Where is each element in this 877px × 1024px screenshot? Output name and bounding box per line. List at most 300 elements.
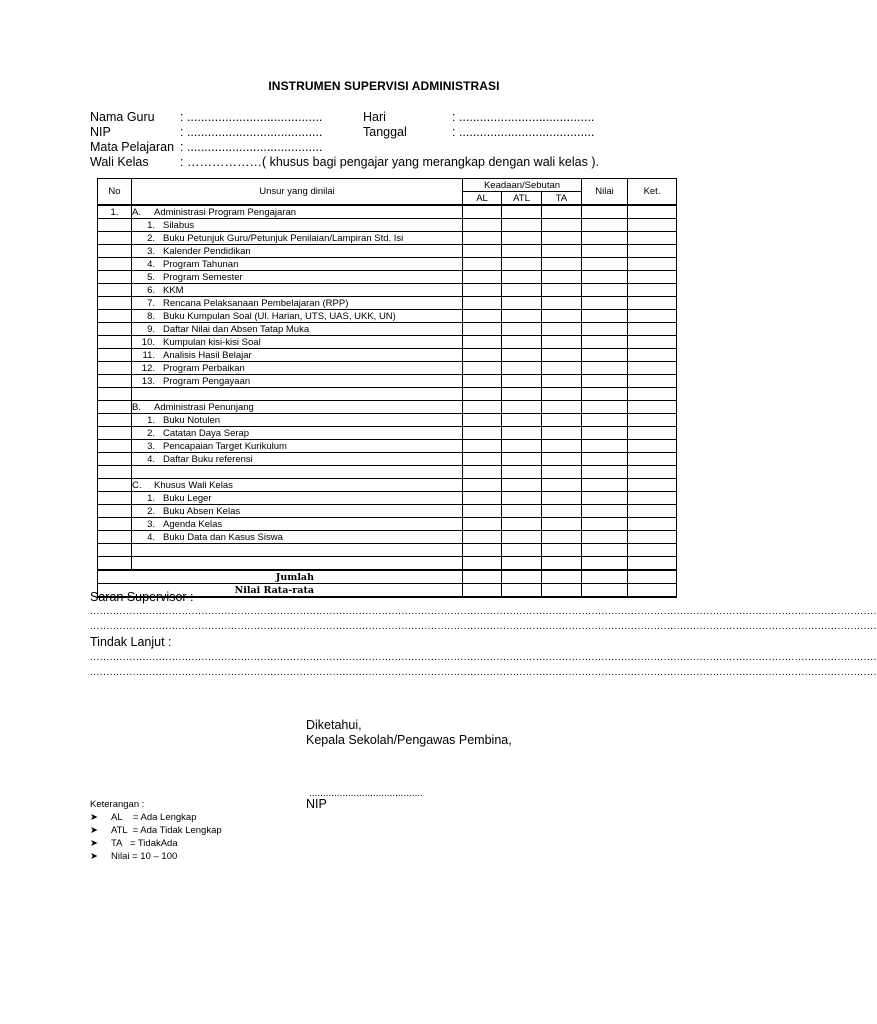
empty-cell bbox=[132, 388, 463, 401]
cell-no bbox=[98, 375, 132, 388]
supervision-table bbox=[97, 178, 677, 598]
cell-al[interactable] bbox=[463, 232, 502, 245]
cell-ket[interactable] bbox=[628, 375, 677, 388]
cell-ta[interactable] bbox=[542, 245, 582, 258]
saran-line-1[interactable]: ................................................................................................................................................................................................................................................ bbox=[90, 606, 877, 617]
item-cell bbox=[132, 505, 463, 518]
item-cell bbox=[132, 414, 463, 427]
cell-al[interactable] bbox=[463, 310, 502, 323]
cell-no bbox=[98, 362, 132, 375]
cell-ket[interactable] bbox=[628, 401, 677, 414]
mata-pelajaran-field[interactable]: : ....................................... bbox=[180, 140, 323, 154]
table-row bbox=[98, 323, 677, 336]
item-cell bbox=[132, 427, 463, 440]
cell-nilai[interactable] bbox=[582, 336, 628, 349]
cell-atl[interactable] bbox=[502, 245, 542, 258]
item-number: 3. bbox=[147, 518, 155, 530]
cell-ket[interactable] bbox=[628, 518, 677, 531]
cell-ket[interactable] bbox=[628, 453, 677, 466]
nama-guru-field[interactable]: : ....................................... bbox=[180, 110, 323, 124]
cell-ta[interactable] bbox=[542, 362, 582, 375]
table-row bbox=[98, 505, 677, 518]
cell-ket[interactable] bbox=[628, 388, 677, 401]
cell-ket[interactable] bbox=[628, 414, 677, 427]
cell-nilai[interactable] bbox=[582, 440, 628, 453]
cell-ket[interactable] bbox=[628, 584, 677, 598]
cell-al[interactable] bbox=[463, 336, 502, 349]
cell-ket[interactable] bbox=[628, 310, 677, 323]
header-unsur: Unsur yang dinilai bbox=[132, 179, 463, 206]
cell-ta[interactable] bbox=[542, 258, 582, 271]
item-cell bbox=[132, 531, 463, 544]
cell-al[interactable] bbox=[463, 584, 502, 598]
nilai-rata-label: Nilai Rata-rata bbox=[98, 584, 463, 598]
cell-atl[interactable] bbox=[502, 518, 542, 531]
section-row bbox=[98, 205, 677, 219]
table-body bbox=[98, 205, 677, 597]
cell-al[interactable] bbox=[463, 479, 502, 492]
cell-al[interactable] bbox=[463, 518, 502, 531]
item-cell bbox=[132, 362, 463, 375]
cell-no bbox=[98, 492, 132, 505]
item-label: Program Perbaikan bbox=[163, 362, 245, 374]
wali-kelas-field[interactable]: : ………………( khusus bagi pengajar yang merangkap dengan wali kelas ). bbox=[180, 155, 599, 169]
cell-al[interactable] bbox=[463, 505, 502, 518]
cell-al[interactable] bbox=[463, 570, 502, 584]
cell-al[interactable] bbox=[463, 544, 502, 557]
cell-no: 1. bbox=[98, 205, 132, 219]
cell-no bbox=[98, 440, 132, 453]
cell-al[interactable] bbox=[463, 531, 502, 544]
item-cell bbox=[132, 297, 463, 310]
keterangan-item bbox=[90, 811, 222, 824]
cell-atl[interactable] bbox=[502, 453, 542, 466]
cell-nilai[interactable] bbox=[582, 349, 628, 362]
cell-nilai[interactable] bbox=[582, 362, 628, 375]
cell-ket[interactable] bbox=[628, 479, 677, 492]
cell-no bbox=[98, 310, 132, 323]
cell-ta[interactable] bbox=[542, 466, 582, 479]
cell-ta[interactable] bbox=[542, 453, 582, 466]
item-label: Kalender Pendidikan bbox=[163, 245, 251, 257]
section-letter: C. bbox=[132, 479, 142, 491]
table-row bbox=[98, 427, 677, 440]
item-number: 9. bbox=[147, 323, 155, 335]
section-title bbox=[132, 479, 463, 492]
item-cell bbox=[132, 219, 463, 232]
cell-ta[interactable] bbox=[542, 232, 582, 245]
cell-no bbox=[98, 284, 132, 297]
item-label: Pencapaian Target Kurikulum bbox=[163, 440, 287, 452]
keterangan-text: ATL = Ada Tidak Lengkap bbox=[111, 825, 222, 836]
cell-atl[interactable] bbox=[502, 219, 542, 232]
cell-atl[interactable] bbox=[502, 375, 542, 388]
section-title bbox=[132, 205, 463, 219]
nama-guru-label: Nama Guru bbox=[90, 110, 155, 124]
item-label: Buku Data dan Kasus Siswa bbox=[163, 531, 283, 543]
cell-al[interactable] bbox=[463, 205, 502, 219]
cell-ket[interactable] bbox=[628, 362, 677, 375]
keterangan-item bbox=[90, 850, 222, 863]
item-label: Buku Petunjuk Guru/Petunjuk Penilaian/Lampiran Std. Isi bbox=[163, 232, 404, 244]
tanggal-field[interactable]: : ....................................... bbox=[452, 125, 595, 139]
cell-nilai[interactable] bbox=[582, 531, 628, 544]
cell-nilai[interactable] bbox=[582, 505, 628, 518]
blank-row bbox=[98, 388, 677, 401]
jumlah-label: Jumlah bbox=[98, 570, 463, 584]
table-row bbox=[98, 232, 677, 245]
cell-ket[interactable] bbox=[628, 349, 677, 362]
item-label: Buku Notulen bbox=[163, 414, 221, 426]
cell-nilai[interactable] bbox=[582, 297, 628, 310]
cell-al[interactable] bbox=[463, 362, 502, 375]
cell-al[interactable] bbox=[463, 453, 502, 466]
keterangan-label: Keterangan : bbox=[90, 799, 145, 810]
item-number: 4. bbox=[147, 258, 155, 270]
cell-atl[interactable] bbox=[502, 557, 542, 571]
cell-nilai[interactable] bbox=[582, 284, 628, 297]
cell-nilai[interactable] bbox=[582, 584, 628, 598]
item-cell bbox=[132, 518, 463, 531]
cell-nilai[interactable] bbox=[582, 544, 628, 557]
item-label: Buku Absen Kelas bbox=[163, 505, 241, 517]
table-row bbox=[98, 453, 677, 466]
cell-ta[interactable] bbox=[542, 414, 582, 427]
cell-atl[interactable] bbox=[502, 570, 542, 584]
cell-al[interactable] bbox=[463, 427, 502, 440]
cell-ta[interactable] bbox=[542, 570, 582, 584]
header-no: No bbox=[98, 179, 132, 206]
item-number: 4. bbox=[147, 531, 155, 543]
cell-ta[interactable] bbox=[542, 271, 582, 284]
cell-nilai[interactable] bbox=[582, 375, 628, 388]
empty-cell bbox=[132, 557, 463, 571]
item-label: Rencana Pelaksanaan Pembelajaran (RPP) bbox=[163, 297, 349, 309]
item-cell bbox=[132, 492, 463, 505]
item-label: KKM bbox=[163, 284, 184, 296]
cell-nilai[interactable] bbox=[582, 205, 628, 219]
table-row bbox=[98, 375, 677, 388]
cell-no bbox=[98, 518, 132, 531]
tindak-line-2[interactable]: ................................................................................................................................................................................................................................................ bbox=[90, 667, 877, 678]
cell-ket[interactable] bbox=[628, 323, 677, 336]
cell-ket[interactable] bbox=[628, 271, 677, 284]
cell-nilai[interactable] bbox=[582, 388, 628, 401]
cell-al[interactable] bbox=[463, 440, 502, 453]
cell-ta[interactable] bbox=[542, 205, 582, 219]
arrow-bullet-icon: ➤ bbox=[90, 825, 98, 836]
table-row bbox=[98, 349, 677, 362]
cell-ta[interactable] bbox=[542, 401, 582, 414]
cell-no bbox=[98, 505, 132, 518]
item-number: 4. bbox=[147, 453, 155, 465]
item-number: 10. bbox=[141, 336, 155, 348]
cell-no bbox=[98, 349, 132, 362]
table-row bbox=[98, 492, 677, 505]
cell-ta[interactable] bbox=[542, 284, 582, 297]
signature-line[interactable]: ......................................... bbox=[309, 788, 423, 799]
cell-al[interactable] bbox=[463, 466, 502, 479]
cell-nilai[interactable] bbox=[582, 466, 628, 479]
cell-ket[interactable] bbox=[628, 205, 677, 219]
jumlah-row bbox=[98, 570, 677, 584]
header-keadaan: Keadaan/Sebutan bbox=[463, 179, 582, 192]
cell-atl[interactable] bbox=[502, 258, 542, 271]
cell-ket[interactable] bbox=[628, 219, 677, 232]
cell-atl[interactable] bbox=[502, 544, 542, 557]
cell-atl[interactable] bbox=[502, 284, 542, 297]
cell-nilai[interactable] bbox=[582, 492, 628, 505]
cell-ket[interactable] bbox=[628, 336, 677, 349]
tindak-lanjut-label: Tindak Lanjut : bbox=[90, 635, 172, 649]
item-label: Analisis Hasil Belajar bbox=[163, 349, 252, 361]
section-label: Administrasi Penunjang bbox=[154, 401, 254, 413]
cell-al[interactable] bbox=[463, 349, 502, 362]
mata-pelajaran-label: Mata Pelajaran bbox=[90, 140, 175, 154]
cell-nilai[interactable] bbox=[582, 245, 628, 258]
cell-al[interactable] bbox=[463, 414, 502, 427]
cell-nilai[interactable] bbox=[582, 557, 628, 571]
cell-no bbox=[98, 466, 132, 479]
cell-atl[interactable] bbox=[502, 310, 542, 323]
item-cell bbox=[132, 284, 463, 297]
cell-ta[interactable] bbox=[542, 584, 582, 598]
cell-ta[interactable] bbox=[542, 544, 582, 557]
item-number: 12. bbox=[141, 362, 155, 374]
cell-atl[interactable] bbox=[502, 466, 542, 479]
cell-no bbox=[98, 323, 132, 336]
cell-atl[interactable] bbox=[502, 479, 542, 492]
header-al: AL bbox=[463, 192, 502, 206]
item-cell bbox=[132, 336, 463, 349]
item-number: 8. bbox=[147, 310, 155, 322]
hari-field[interactable]: : ....................................... bbox=[452, 110, 595, 124]
cell-atl[interactable] bbox=[502, 492, 542, 505]
cell-atl[interactable] bbox=[502, 401, 542, 414]
item-number: 6. bbox=[147, 284, 155, 296]
cell-nilai[interactable] bbox=[582, 310, 628, 323]
item-cell bbox=[132, 349, 463, 362]
wali-kelas-label: Wali Kelas bbox=[90, 155, 149, 169]
cell-atl[interactable] bbox=[502, 232, 542, 245]
cell-al[interactable] bbox=[463, 271, 502, 284]
item-cell bbox=[132, 245, 463, 258]
cell-nilai[interactable] bbox=[582, 570, 628, 584]
header-nilai: Nilai bbox=[582, 179, 628, 206]
section-title bbox=[132, 401, 463, 414]
cell-no bbox=[98, 232, 132, 245]
table-row bbox=[98, 219, 677, 232]
nip-field[interactable]: : ....................................... bbox=[180, 125, 323, 139]
cell-nilai[interactable] bbox=[582, 258, 628, 271]
cell-al[interactable] bbox=[463, 401, 502, 414]
cell-nilai[interactable] bbox=[582, 414, 628, 427]
keterangan-item bbox=[90, 824, 222, 837]
tindak-line-1[interactable]: ................................................................................................................................................................................................................................................ bbox=[90, 652, 877, 663]
cell-atl[interactable] bbox=[502, 323, 542, 336]
cell-ta[interactable] bbox=[542, 557, 582, 571]
keterangan-text: Nilai = 10 – 100 bbox=[111, 851, 178, 862]
cell-atl[interactable] bbox=[502, 414, 542, 427]
item-number: 1. bbox=[147, 492, 155, 504]
cell-ket[interactable] bbox=[628, 440, 677, 453]
cell-no bbox=[98, 271, 132, 284]
cell-ket[interactable] bbox=[628, 505, 677, 518]
document-title: INSTRUMEN SUPERVISI ADMINISTRASI bbox=[268, 79, 500, 93]
table-row bbox=[98, 271, 677, 284]
blank-row bbox=[98, 544, 677, 557]
cell-atl[interactable] bbox=[502, 531, 542, 544]
item-number: 3. bbox=[147, 245, 155, 257]
cell-ta[interactable] bbox=[542, 349, 582, 362]
hari-label: Hari bbox=[363, 110, 386, 124]
cell-nilai[interactable] bbox=[582, 323, 628, 336]
cell-al[interactable] bbox=[463, 557, 502, 571]
cell-al[interactable] bbox=[463, 284, 502, 297]
cell-ta[interactable] bbox=[542, 492, 582, 505]
cell-ta[interactable] bbox=[542, 310, 582, 323]
item-cell bbox=[132, 375, 463, 388]
cell-al[interactable] bbox=[463, 297, 502, 310]
item-label: Catatan Daya Serap bbox=[163, 427, 250, 439]
cell-ta[interactable] bbox=[542, 375, 582, 388]
cell-ket[interactable] bbox=[628, 570, 677, 584]
cell-al[interactable] bbox=[463, 388, 502, 401]
item-label: Daftar Buku referensi bbox=[163, 453, 253, 465]
cell-nilai[interactable] bbox=[582, 232, 628, 245]
arrow-bullet-icon: ➤ bbox=[90, 851, 98, 862]
cell-al[interactable] bbox=[463, 492, 502, 505]
cell-ta[interactable] bbox=[542, 505, 582, 518]
cell-ta[interactable] bbox=[542, 440, 582, 453]
cell-al[interactable] bbox=[463, 245, 502, 258]
item-cell bbox=[132, 310, 463, 323]
section-letter: A. bbox=[132, 206, 141, 218]
cell-ket[interactable] bbox=[628, 258, 677, 271]
cell-atl[interactable] bbox=[502, 440, 542, 453]
cell-ta[interactable] bbox=[542, 531, 582, 544]
cell-al[interactable] bbox=[463, 375, 502, 388]
item-label: Agenda Kelas bbox=[163, 518, 223, 530]
item-cell bbox=[132, 323, 463, 336]
cell-atl[interactable] bbox=[502, 205, 542, 219]
section-label: Khusus Wali Kelas bbox=[154, 479, 233, 491]
cell-ta[interactable] bbox=[542, 219, 582, 232]
cell-ta[interactable] bbox=[542, 323, 582, 336]
cell-nilai[interactable] bbox=[582, 401, 628, 414]
table-row bbox=[98, 531, 677, 544]
keterangan-text: TA = TidakAda bbox=[111, 838, 178, 849]
cell-nilai[interactable] bbox=[582, 453, 628, 466]
empty-cell bbox=[132, 466, 463, 479]
cell-ket[interactable] bbox=[628, 466, 677, 479]
cell-al[interactable] bbox=[463, 323, 502, 336]
item-number: 2. bbox=[147, 232, 155, 244]
cell-atl[interactable] bbox=[502, 336, 542, 349]
cell-ket[interactable] bbox=[628, 557, 677, 571]
cell-atl[interactable] bbox=[502, 584, 542, 598]
cell-atl[interactable] bbox=[502, 297, 542, 310]
cell-no bbox=[98, 557, 132, 571]
cell-atl[interactable] bbox=[502, 427, 542, 440]
cell-ket[interactable] bbox=[628, 284, 677, 297]
cell-no bbox=[98, 245, 132, 258]
cell-nilai[interactable] bbox=[582, 427, 628, 440]
section-label: Administrasi Program Pengajaran bbox=[154, 206, 297, 218]
item-cell bbox=[132, 258, 463, 271]
keterangan-item bbox=[90, 837, 222, 850]
table-row bbox=[98, 258, 677, 271]
item-label: Silabus bbox=[163, 219, 195, 231]
cell-ta[interactable] bbox=[542, 297, 582, 310]
table-row bbox=[98, 245, 677, 258]
item-number: 1. bbox=[147, 414, 155, 426]
cell-ta[interactable] bbox=[542, 427, 582, 440]
cell-ket[interactable] bbox=[628, 427, 677, 440]
saran-line-2[interactable]: ................................................................................................................................................................................................................................................ bbox=[90, 621, 877, 632]
cell-nilai[interactable] bbox=[582, 518, 628, 531]
cell-ket[interactable] bbox=[628, 245, 677, 258]
cell-nilai[interactable] bbox=[582, 271, 628, 284]
item-label: Daftar Nilai dan Absen Tatap Muka bbox=[163, 323, 310, 335]
cell-no bbox=[98, 427, 132, 440]
header-ta: TA bbox=[542, 192, 582, 206]
item-number: 1. bbox=[147, 219, 155, 231]
cell-ta[interactable] bbox=[542, 518, 582, 531]
cell-ta[interactable] bbox=[542, 388, 582, 401]
cell-no bbox=[98, 219, 132, 232]
table-row bbox=[98, 297, 677, 310]
section-row bbox=[98, 479, 677, 492]
item-number: 2. bbox=[147, 427, 155, 439]
cell-ta[interactable] bbox=[542, 479, 582, 492]
cell-ket[interactable] bbox=[628, 544, 677, 557]
cell-no bbox=[98, 531, 132, 544]
cell-no bbox=[98, 336, 132, 349]
cell-al[interactable] bbox=[463, 219, 502, 232]
cell-ket[interactable] bbox=[628, 531, 677, 544]
cell-atl[interactable] bbox=[502, 349, 542, 362]
cell-al[interactable] bbox=[463, 258, 502, 271]
cell-ket[interactable] bbox=[628, 297, 677, 310]
cell-atl[interactable] bbox=[502, 388, 542, 401]
item-cell bbox=[132, 440, 463, 453]
cell-ket[interactable] bbox=[628, 232, 677, 245]
table-row bbox=[98, 310, 677, 323]
keterangan-list bbox=[90, 811, 222, 863]
item-number: 11. bbox=[142, 349, 155, 361]
item-label: Program Semester bbox=[163, 271, 243, 283]
cell-nilai[interactable] bbox=[582, 479, 628, 492]
cell-no bbox=[98, 479, 132, 492]
table-row bbox=[98, 518, 677, 531]
item-label: Kumpulan kisi-kisi Soal bbox=[163, 336, 261, 348]
blank-row bbox=[98, 466, 677, 479]
keterangan-block bbox=[90, 798, 222, 863]
cell-no bbox=[98, 297, 132, 310]
section-row bbox=[98, 401, 677, 414]
section-letter: B. bbox=[132, 401, 141, 413]
table-row bbox=[98, 284, 677, 297]
cell-atl[interactable] bbox=[502, 505, 542, 518]
cell-ket[interactable] bbox=[628, 492, 677, 505]
cell-nilai[interactable] bbox=[582, 219, 628, 232]
cell-atl[interactable] bbox=[502, 362, 542, 375]
cell-ta[interactable] bbox=[542, 336, 582, 349]
cell-atl[interactable] bbox=[502, 271, 542, 284]
arrow-bullet-icon: ➤ bbox=[90, 838, 98, 849]
tanggal-label: Tanggal bbox=[363, 125, 407, 139]
